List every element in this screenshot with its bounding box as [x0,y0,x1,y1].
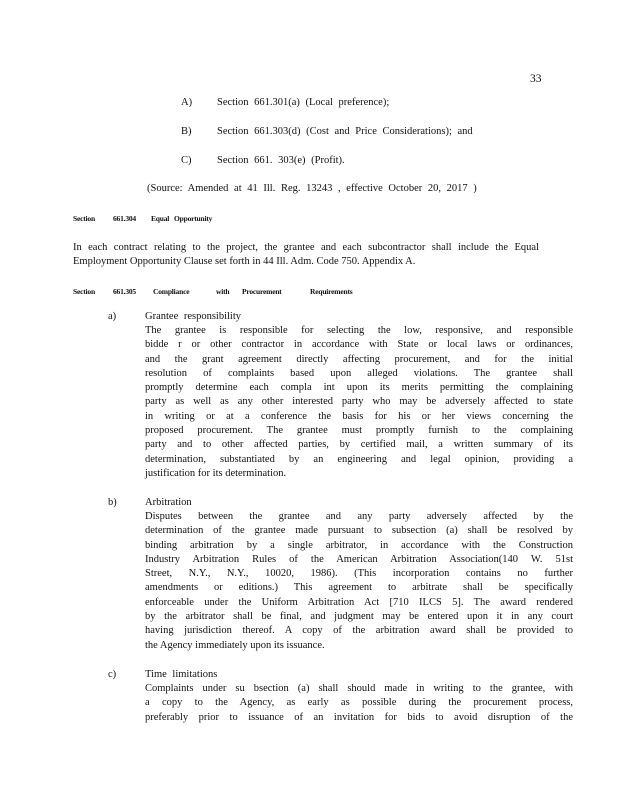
paragraph-line: Complaints under su bsection (a) shall should made in writing to the grantee, with [145,683,573,694]
paragraph-line: and the grant agreement directly affecting procurement, and for the initial [145,353,573,365]
paragraph-line: having jurisdiction thereof. A copy of the arbitration award shall be provided to [145,625,573,637]
paragraph-line: resolution of complaints based upon alleged violations. The grantee shall [145,367,573,379]
paragraph-line: Street, N.Y., N.Y., 10020, 1986). (This incorporation contains no further [145,568,573,580]
section-title-word: Procurement [242,287,282,296]
paragraph-line: Disputes between the grantee and any party adversely affected by the [145,511,573,522]
paragraph-line: Employment Opportunity Clause set forth in 44 Ill. Adm. Code 750. Appendix A. [73,255,416,267]
subsection-label: c) [108,669,117,680]
paragraph-line: by the arbitrator shall be final, and judgment may be entered upon it in any court [145,611,573,623]
section-word: Section [73,287,95,296]
paragraph-line: The grantee is responsible for selecting the low, responsive, and responsible [145,325,573,336]
subsection-body [145,324,573,481]
subsection-title: Time limitations [145,669,218,680]
list-item [181,126,473,137]
paragraph-line: promptly determine each compla int upon its merits permitting the complaining [145,382,573,394]
list-item-label: B) [181,126,192,137]
paragraph-line: party and to other affected parties, by certified mail, a written summary of its [145,439,573,451]
section-title-word: Requirements [310,287,353,296]
section-661-304-body [73,241,539,268]
paragraph-line: the Agency immediately upon its issuance. [145,639,325,651]
paragraph-line: amendments or editions.) This agreement to arbitrate shall be specifically [145,582,573,594]
section-id: 661.304 [113,214,136,223]
section-title-word: Equal [151,214,170,223]
paragraph-line: preferably prior to issuance of an invitation for bids to avoid disruption of the [145,711,573,723]
paragraph-line: determination, substantiated by an engineering and legal opinion, providing a [145,453,573,465]
subsection-title: Arbitration [145,497,192,508]
section-title-word: with [216,287,230,296]
paragraph-line: In each contract relating to the project, the grantee and each subcontractor shall include the Equal [73,242,539,253]
section-heading-661-304 [73,214,212,223]
paragraph-line: proposed procurement. The grantee must promptly furnish to the complaining [145,425,573,437]
list-item-text: Section 661.301(a) (Local preference); [217,97,390,108]
paragraph-line: binding arbitration by a single arbitrator, in accordance with the Construction [145,539,573,551]
list-item-text: Section 661.303(d) (Cost and Price Considerations); and [217,126,473,137]
paragraph-line: bidde r or other contractor in accordance with State or local laws or ordinances, [145,339,573,351]
subsection-body [145,510,573,653]
list-item [181,97,389,108]
section-heading-661-305 [73,287,352,296]
paragraph-line: a copy to the Agency, as early as possible during the procurement process, [145,697,573,709]
section-word: Section [73,214,95,223]
subsection-label: a) [108,311,117,322]
list-item-label: A) [181,97,193,108]
subsection-label: b) [108,497,117,508]
subsection-title: Grantee responsibility [145,311,242,322]
section-id: 661.305 [113,287,136,296]
paragraph-line: party as well as any other interested party who may be adversely affected to state [145,396,573,408]
paragraph-line: justification for its determination. [145,467,287,479]
list-item-label: C) [181,155,192,166]
section-title-word: Opportunity [174,214,213,223]
paragraph-line: in writing or at a conference the basis for his or her views concerning the [145,410,573,422]
subsection-body [145,682,573,725]
page-number: 33 [530,73,542,85]
paragraph-line: determination of the grantee made pursuant to subsection (a) shall be resolved by [145,525,573,537]
source-note: (Source: Amended at 41 Ill. Reg. 13243 , effective October 20, 2017 ) [147,183,477,194]
paragraph-line: Industry Arbitration Rules of the American Arbitration Association(140 W. 51st [145,553,573,565]
paragraph-line: enforceable under the Uniform Arbitration Act [710 ILCS 5]. The award rendered [145,596,573,608]
section-title-word: Compliance [153,287,190,296]
list-item [181,155,345,166]
list-item-text: Section 661. 303(e) (Profit). [217,155,345,166]
